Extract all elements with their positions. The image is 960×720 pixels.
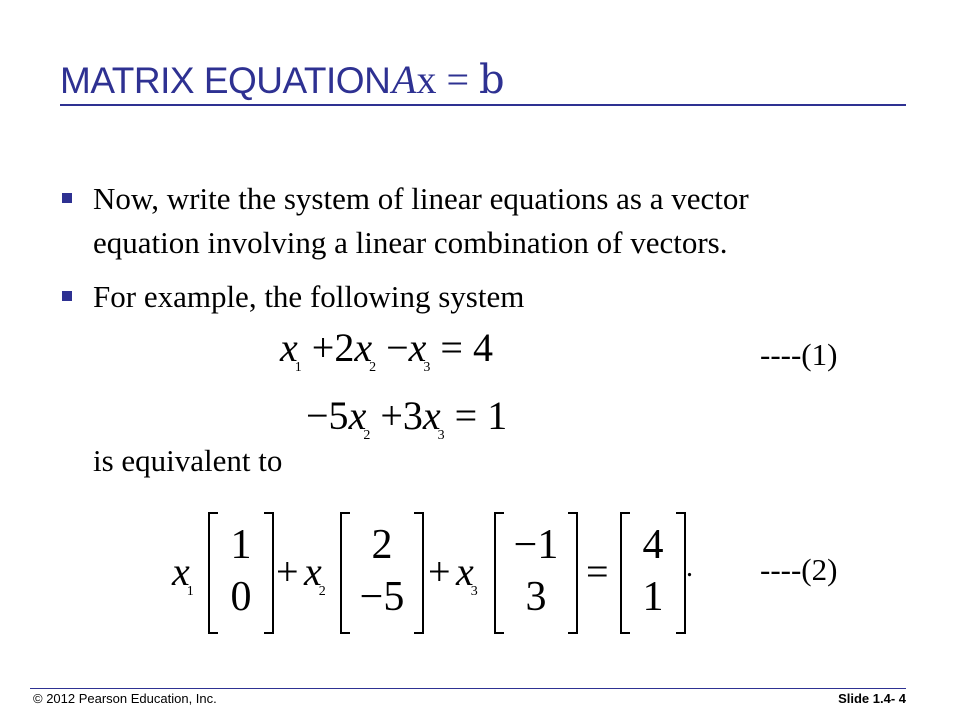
rhs-vector xyxy=(620,512,686,634)
plus-2: + xyxy=(428,549,451,594)
slide-number: Slide 1.4- 4 xyxy=(838,691,906,706)
vector-1-top: 1 xyxy=(230,522,252,568)
title-eq-x: x xyxy=(416,57,437,102)
vector-2-top: 2 xyxy=(371,522,393,568)
vector-1 xyxy=(208,512,274,634)
vector-3-bottom: 3 xyxy=(525,574,547,620)
equation-ref-2: ----(2) xyxy=(760,552,838,587)
vector-2 xyxy=(340,512,424,634)
title-underline xyxy=(60,104,906,106)
plus-1: + xyxy=(276,549,299,594)
vector-2-bottom: −5 xyxy=(359,574,405,620)
system-equation-2: $-5x_2 +3x_3 = 1$ xyxy=(306,393,508,443)
title-text: MATRIX EQUATION xyxy=(60,60,391,101)
title-eq-equals: = xyxy=(446,57,469,102)
rhs-vector-bottom: 1 xyxy=(642,574,664,620)
title-equation xyxy=(392,56,505,103)
vector-1-bottom: 0 xyxy=(230,574,252,620)
bullet-1-line-2: equation involving a linear combination of vectors. xyxy=(93,225,728,260)
bullet-marker-2 xyxy=(62,291,72,301)
footer-rule xyxy=(30,688,906,689)
trailing-period: . xyxy=(686,552,693,583)
copyright-text: © 2012 Pearson Education, Inc. xyxy=(33,691,217,706)
equation-ref-1: ----(1) xyxy=(760,337,838,372)
bullet-marker-1 xyxy=(62,193,72,203)
vector-3 xyxy=(494,512,578,634)
title-eq-a: A xyxy=(392,57,417,102)
title-eq-b: b xyxy=(479,57,505,103)
equivalent-text: is equivalent to xyxy=(93,443,283,478)
bullet-1-line-1: Now, write the system of linear equations as a vector xyxy=(93,181,749,216)
coef-x2: $x_2$ xyxy=(304,549,326,599)
coef-x1: $x_1$ xyxy=(172,549,194,599)
coef-x3: $x_3$ xyxy=(456,549,478,599)
rhs-vector-top: 4 xyxy=(642,522,664,568)
vector-3-top: −1 xyxy=(513,522,559,568)
bullet-2-line-1: For example, the following system xyxy=(93,279,525,314)
system-equation-1: $x_1 +2x_2 -x_3 = 4$ xyxy=(280,325,493,375)
equals-sign: = xyxy=(586,549,609,594)
